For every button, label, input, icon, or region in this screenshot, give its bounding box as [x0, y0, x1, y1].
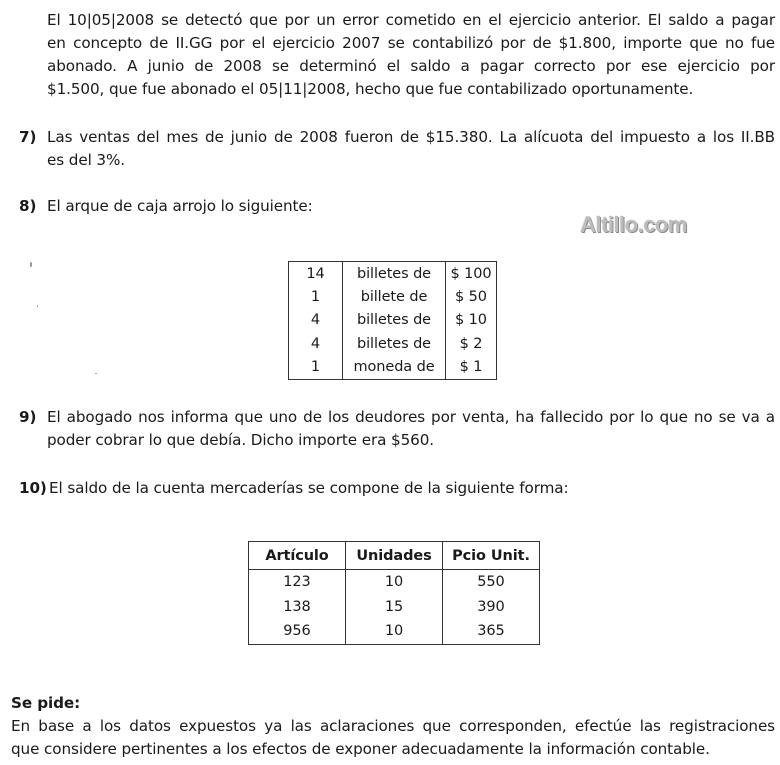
cash-value: $ 10	[446, 309, 497, 332]
header-pcio-unit: Pcio Unit.	[443, 542, 540, 570]
item-10-number: 10)	[19, 479, 47, 497]
se-pide-line-2: que considere pertinentes a los efectos de exponer adecuadamente la información contable.	[11, 740, 710, 758]
cash-desc: moneda de	[343, 356, 446, 380]
table-row	[249, 595, 540, 620]
cell-articulo: 138	[249, 595, 346, 620]
table-row	[289, 332, 497, 355]
item-8-number: 8)	[19, 197, 37, 215]
cell-unidades: 10	[346, 570, 443, 595]
table-row	[289, 262, 497, 286]
intro-line-2: en concepto de II.GG por el ejercicio 2007 se contabilizó por de $1.800, importe que no fue	[47, 34, 775, 52]
cash-desc: billetes de	[343, 309, 446, 332]
scan-speck	[37, 305, 38, 307]
cash-value: $ 1	[446, 356, 497, 380]
table-row	[289, 309, 497, 332]
cash-qty: 14	[289, 262, 343, 286]
scan-speck	[95, 373, 97, 374]
cash-qty: 4	[289, 309, 343, 332]
se-pide-line-1: En base a los datos expuestos ya las aclaraciones que corresponden, efectúe las registraciones	[11, 717, 775, 735]
cash-desc: billetes de	[343, 332, 446, 355]
item-7-line-1: Las ventas del mes de junio de 2008 fueron de $15.380. La alícuota del impuesto a los II.BB	[47, 128, 775, 146]
item-8-text: El arque de caja arrojo lo siguiente:	[47, 197, 313, 215]
table-row	[289, 285, 497, 308]
cell-pcio-unit: 550	[443, 570, 540, 595]
table-row	[289, 356, 497, 380]
item-7-text	[47, 126, 775, 172]
intro-line-1: El 10|05|2008 se detectó que por un error cometido en el ejercicio anterior. El saldo a pagar	[47, 11, 775, 29]
cash-qty: 1	[289, 285, 343, 308]
item-9-text	[47, 406, 775, 452]
cash-desc: billete de	[343, 285, 446, 308]
header-articulo: Artículo	[249, 542, 346, 570]
cash-value: $ 100	[446, 262, 497, 286]
table-header-row	[249, 542, 540, 570]
cell-articulo: 123	[249, 570, 346, 595]
intro-line-3: abonado. A junio de 2008 se determinó el saldo a pagar correcto por ese ejercicio por	[47, 57, 775, 75]
header-unidades: Unidades	[346, 542, 443, 570]
item-10-text: El saldo de la cuenta mercaderías se compone de la siguiente forma:	[49, 479, 569, 497]
cell-pcio-unit: 390	[443, 595, 540, 620]
se-pide-text	[11, 715, 775, 761]
table-row	[249, 619, 540, 644]
cash-qty: 4	[289, 332, 343, 355]
cell-pcio-unit: 365	[443, 619, 540, 644]
se-pide-heading: Se pide:	[11, 694, 81, 712]
watermark-logo: Altillo.com	[580, 212, 687, 237]
cell-unidades: 10	[346, 619, 443, 644]
cash-qty: 1	[289, 356, 343, 380]
item-9-line-2: poder cobrar lo que debía. Dicho importe era $560.	[47, 431, 435, 449]
cash-value: $ 50	[446, 285, 497, 308]
item-7-number: 7)	[19, 128, 37, 146]
table-row	[249, 570, 540, 595]
cash-count-table	[288, 261, 497, 380]
cell-unidades: 15	[346, 595, 443, 620]
intro-paragraph	[47, 9, 775, 101]
cell-articulo: 956	[249, 619, 346, 644]
item-9-line-1: El abogado nos informa que uno de los deudores por venta, ha fallecido por lo que no se va a	[47, 408, 775, 426]
intro-line-4: $1.500, que fue abonado el 05|11|2008, hecho que fue contabilizado oportunamente.	[47, 80, 694, 98]
item-9-number: 9)	[19, 408, 37, 426]
scan-speck	[30, 262, 32, 267]
merchandise-table	[248, 541, 540, 645]
item-7-line-2: es del 3%.	[47, 151, 126, 169]
cash-value: $ 2	[446, 332, 497, 355]
cash-desc: billetes de	[343, 262, 446, 286]
